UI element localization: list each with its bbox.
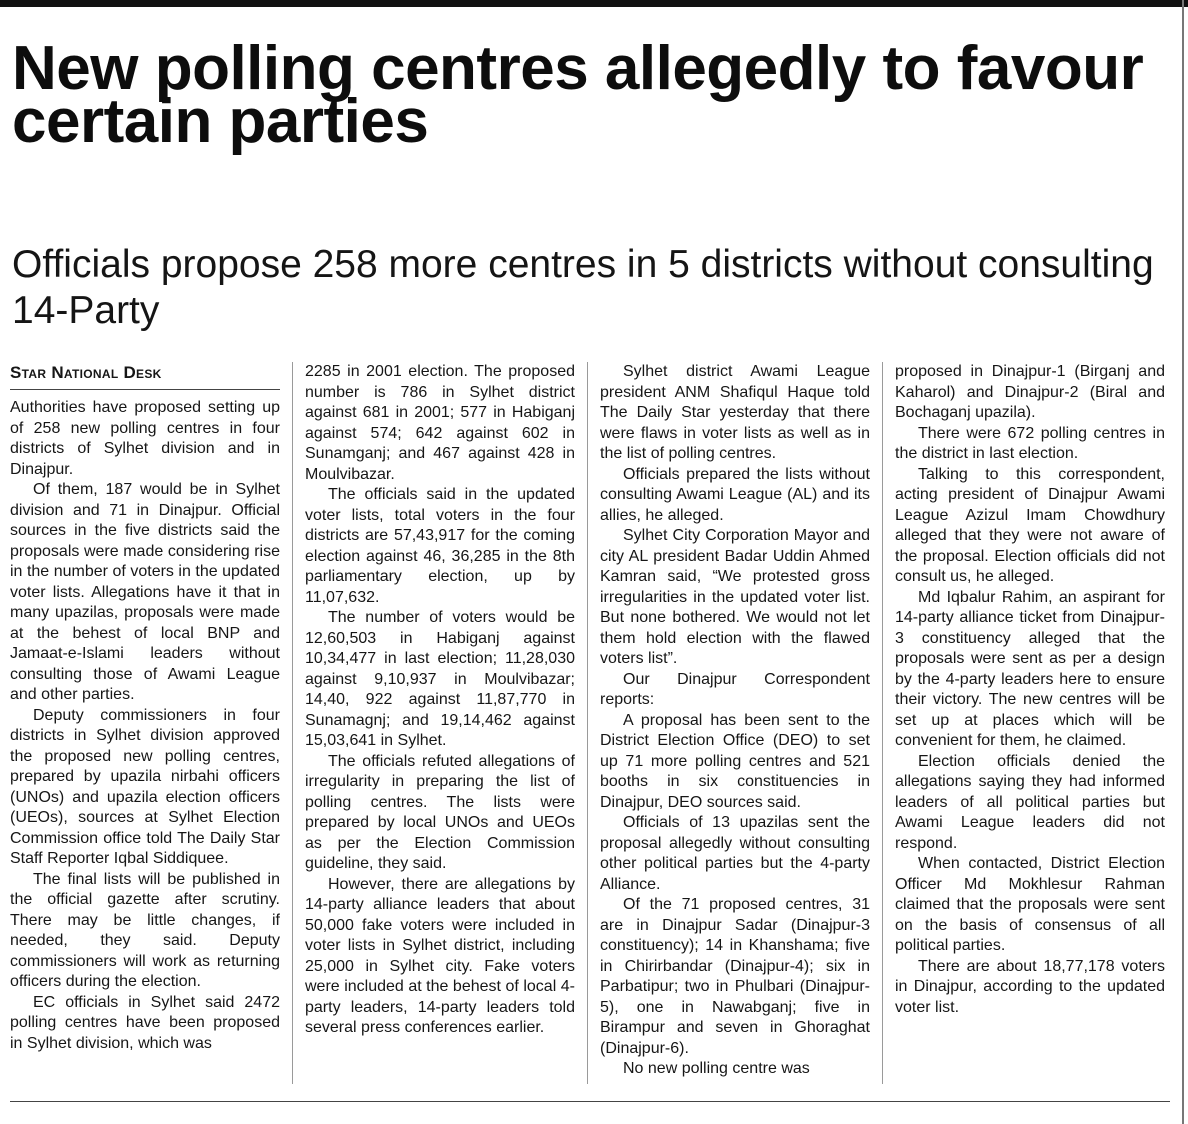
column-1 — [10, 362, 280, 1054]
paragraph: Officials prepared the lists without consulting Awami League (AL) and its allies, he alleged. — [600, 465, 870, 524]
column-3 — [600, 362, 870, 1080]
paragraph: The officials refuted allegations of irregularity in preparing the list of polling centres. The lists were prepared by local UNOs and UEOs as per the Election Commission guideline, they said. — [305, 752, 575, 872]
paragraph: 2285 in 2001 election. The proposed number is 786 in Sylhet district against 681 in 2001; 577 in Habiganj against 574; 642 against 602 in Sunamganj; and 467 against 428 in Moulvibazar. — [305, 363, 575, 483]
paragraph: The officials said in the updated voter lists, total voters in the four districts are 57,43,917 for the coming election against 46, 36,285 in the 8th parliamentary election, up by 11,07,632. — [305, 486, 575, 606]
column-4 — [895, 362, 1165, 1018]
paragraph: There are about 18,77,178 voters in Dinajpur, according to the updated voter list. — [895, 957, 1165, 1016]
paragraph: Officials of 13 upazilas sent the proposal allegedly without consulting other political parties but the 4-party Alliance. — [600, 814, 870, 893]
top-rule — [0, 0, 1188, 7]
paragraph: Md Iqbalur Rahim, an aspirant for 14-party alliance ticket from Dinajpur-3 constituency alleged that the proposals were sent as per a design by the 4-party leaders here to ensure their victory. The new centres will be set up at places which will be convenient for them, he claimed. — [895, 588, 1165, 749]
paragraph: Election officials denied the allegations saying they had informed leaders of all political parties but Awami League leaders did not respond. — [895, 752, 1165, 852]
paragraph: However, there are allegations by 14-party alliance leaders that about 50,000 fake voters were included in voter lists in Sylhet district, including 25,000 in Sylhet city. Fake voters were included at the behest of local 4-party leaders, 14-party leaders told several press conferences earlier. — [305, 875, 575, 1036]
paragraph: Talking to this correspondent, acting president of Dinajpur Awami League Azizul Imam Chowdhury alleged that they were not aware of the proposal. Election officials did not consult us, he alleged. — [895, 465, 1165, 585]
column-rule — [882, 362, 883, 1084]
paragraph: When contacted, District Election Officer Md Mokhlesur Rahman claimed that the proposals were sent on the basis of consensus of all political parties. — [895, 855, 1165, 954]
paragraph: No new polling centre was — [623, 1060, 810, 1077]
paragraph: Our Dinajpur Correspondent reports: — [600, 670, 870, 708]
paragraph: EC officials in Sylhet said 2472 polling centres have been proposed in Sylhet division, which was — [10, 993, 280, 1052]
paragraph: Sylhet City Corporation Mayor and city AL president Badar Uddin Ahmed Kamran said, “We protested gross irregularities in the updated voter list. But none bothered. We would not let them hold election with the flawed voters list”. — [600, 527, 870, 667]
paragraph: Sylhet district Awami League president ANM Shafiqul Haque told The Daily Star yesterday that there were flaws in voter lists as well as in the list of polling centres. — [600, 363, 870, 462]
deck-subheadline: Officials propose 258 more centres in 5 districts without consulting 14-Party — [12, 243, 1154, 332]
paragraph: Deputy commissioners in four districts in Sylhet division approved the proposed new polling centres, prepared by upazila nirbahi officers (UNOs) and upazila election officers (UEOs), sources at Sylhet Election Commission office told The Daily Star Staff Reporter Iqbal Siddiquee. — [10, 706, 280, 867]
headline: New polling centres allegedly to favour certain parties — [12, 34, 1144, 156]
paragraph: The number of voters would be 12,60,503 in Habiganj against 10,34,477 in last election; 11,28,030 against 9,10,937 in Moulvibazar; 14,40, 922 against 11,87,770 in Sunamagnj; and 19,14,462 against 15,03,641 in Sylhet. — [305, 609, 575, 749]
paragraph: Of them, 187 would be in Sylhet division and 71 in Dinajpur. Official sources in the five districts said the proposals were made considering rise in the number of voters in the updated voter lists. Allegations have it that in many upazilas, proposals were made at the behest of local BNP and Jamaat-e-Islami leaders without consulting those of Awami League and other parties. — [10, 481, 280, 703]
byline: Star National Desk — [10, 362, 280, 390]
paragraph: proposed in Dinajpur-1 (Birganj and Kaharol) and Dinajpur-2 (Biral and Bochaganj upazila). — [895, 363, 1165, 421]
paragraph: Authorities have proposed setting up of 258 new polling centres in four districts of Sylhet division and in Dinajpur. — [10, 399, 280, 478]
paragraph: There were 672 polling centres in the district in last election. — [895, 424, 1165, 462]
column-rule — [587, 362, 588, 1084]
paragraph: Of the 71 proposed centres, 31 are in Dinajpur Sadar (Dinajpur-3 constituency); 14 in Khanshama; five in Chirirbandar (Dinajpur-4); six in Parbatipur; two in Phulbari (Dinajpur-5), one in Nawabganj; five in Birampur and seven in Ghoraghat (Dinajpur-6). — [600, 896, 870, 1057]
article-body — [0, 362, 1188, 1100]
paragraph: The final lists will be published in the official gazette after scrutiny. There may be little changes, if needed, they said. Deputy commissioners will work as returning officers during the election. — [10, 870, 280, 990]
column-rule — [292, 362, 293, 1084]
bottom-rule — [10, 1101, 1170, 1102]
paragraph: A proposal has been sent to the District Election Office (DEO) to set up 71 more polling centres and 521 booths in six constituencies in Dinajpur, DEO sources said. — [600, 711, 870, 811]
column-2 — [305, 362, 575, 1039]
